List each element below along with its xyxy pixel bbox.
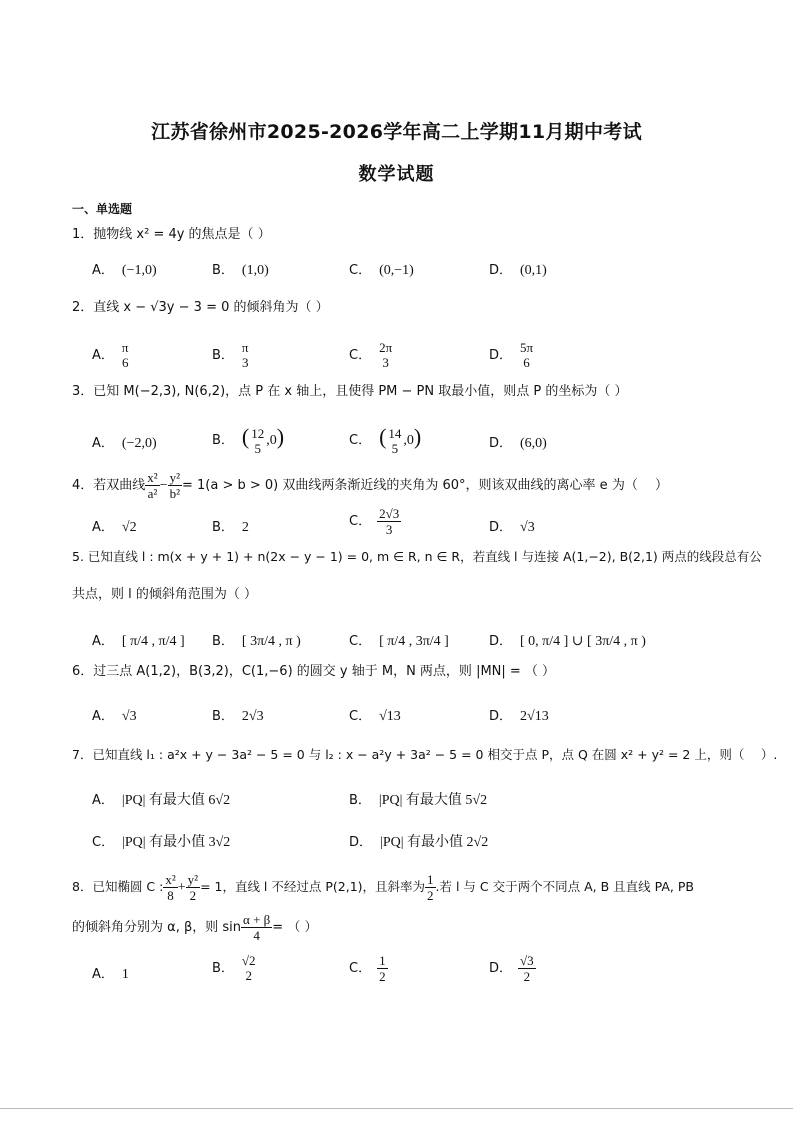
question-4-option-d[interactable]: D． √3 [489,520,535,535]
question-5-stem: 5. 已知直线 l : m(x + y + 1) + n(2x − y − 1) = 0, m ∈ R, n ∈ R，若直线 l 与连接 A(1,−2), B(2,1) 两点的线段总有公 [72,549,762,564]
question-6-option-c[interactable]: C． √13 [349,709,401,724]
question-6-option-d[interactable]: D． 2√13 [489,709,549,724]
question-7-option-c[interactable]: C． |PQ| 有最小值 3√2 [92,835,231,850]
question-5-option-b[interactable]: B． [ 3π/4 , π ) [212,634,301,649]
question-3-option-b[interactable]: B． ( 12 5 ,0) [212,424,285,456]
question-2-option-c[interactable]: C． 2π 3 [349,340,393,370]
page-bottom-divider [0,1108,793,1109]
question-7-stem: 7．已知直线 l₁ : a²x + y − 3a² − 5 = 0 与 l₂ : x − a²y + 3a² − 5 = 0 相交于点 P，点 Q 在圆 x² + y² = 2 上，则（ ）. [72,747,778,762]
question-7-option-b[interactable]: B． |PQ| 有最大值 5√2 [349,793,488,808]
question-8-stem: 8．已知椭圆 C : $\frac{\text{x²}}{8}$ + $\frac{\text{y²}}{2}$ = 1，直线 l 不经过点 P(2,1)，且斜率为 $\frac{1}{2}$ .若 l 与 C 交于两个不同点 A, B 且直线 PA, PB [72,872,694,903]
question-8-option-c[interactable]: C． $\frac{1}{2}$ [349,953,386,984]
question-8-option-b[interactable]: B． √2 2 [212,953,256,983]
question-6-option-a[interactable]: A． √3 [92,709,137,724]
question-3-option-d[interactable]: D． (6,0) [489,436,547,451]
question-7-option-d[interactable]: D． |PQ| 有最小值 2√2 [349,835,489,850]
question-8-option-a[interactable]: A． 1 [92,967,129,982]
question-1-option-a[interactable]: A． (−1,0) [92,263,157,278]
page-title: 江苏省徐州市2025-2026学年高二上学期11月期中考试 [151,121,642,143]
question-5-stem-continued: 共点，则 l 的倾斜角范围为（ ） [72,587,258,602]
question-5-option-d[interactable]: D． [ 0, π/4 ] ∪ [ 3π/4 , π ) [489,634,646,649]
question-8-stem-continued: 的倾斜角分别为 α, β，则 sin $\frac{\alpha + \beta}{4}$ = （ ） [72,912,318,943]
question-1-stem: 1．抛物线 x² = 4y 的焦点是（ ） [72,227,271,242]
question-4-option-c[interactable]: C． $\frac{2√3}{3}$ [349,506,400,537]
question-2-stem: 2．直线 x − √3y − 3 = 0 的倾斜角为（ ） [72,300,329,315]
question-7-option-a[interactable]: A． |PQ| 有最大值 6√2 [92,793,231,808]
question-3-option-a[interactable]: A． (−2,0) [92,436,157,451]
section-heading: 一、单选题 [72,202,133,216]
question-2-option-a[interactable]: A． π 6 [92,340,129,370]
question-5-option-a[interactable]: A． [ π/4 , π/4 ] [92,634,185,649]
question-4-stem: 4．若双曲线 $\frac{\text{x²}}{\text{a²}}$ − $\frac{\text{y²}}{\text{b²}}$ = 1(a > b > 0) 双曲线两条渐近线的夹角为 60°，则该双曲线的离心率 e 为（ ） [72,470,668,501]
question-2-option-d[interactable]: D． 5π 6 [489,340,534,370]
question-5-option-c[interactable]: C． [ π/4 , 3π/4 ] [349,634,449,649]
page-subtitle: 数学试题 [358,164,435,185]
question-6-option-b[interactable]: B． 2√3 [212,709,264,724]
question-1-option-c[interactable]: C． (0,−1) [349,263,414,278]
question-1-option-b[interactable]: B． (1,0) [212,263,269,278]
question-3-stem: 3．已知 M(−2,3), N(6,2)，点 P 在 x 轴上，且使得 PM − PN 取最小值，则点 P 的坐标为（ ） [72,384,628,399]
question-4-option-b[interactable]: B． 2 [212,520,249,535]
question-6-stem: 6．过三点 A(1,2)，B(3,2)，C(1,−6) 的圆交 y 轴于 M，N 两点，则 |MN| = （ ） [72,664,556,679]
question-4-option-a[interactable]: A． √2 [92,520,137,535]
question-3-option-c[interactable]: C． ( 14 5 ,0) [349,424,422,456]
question-8-option-d[interactable]: D． $\frac{√3}{2}$ [489,953,534,984]
question-1-option-d[interactable]: D． (0,1) [489,263,547,278]
question-2-option-b[interactable]: B． π 3 [212,340,249,370]
